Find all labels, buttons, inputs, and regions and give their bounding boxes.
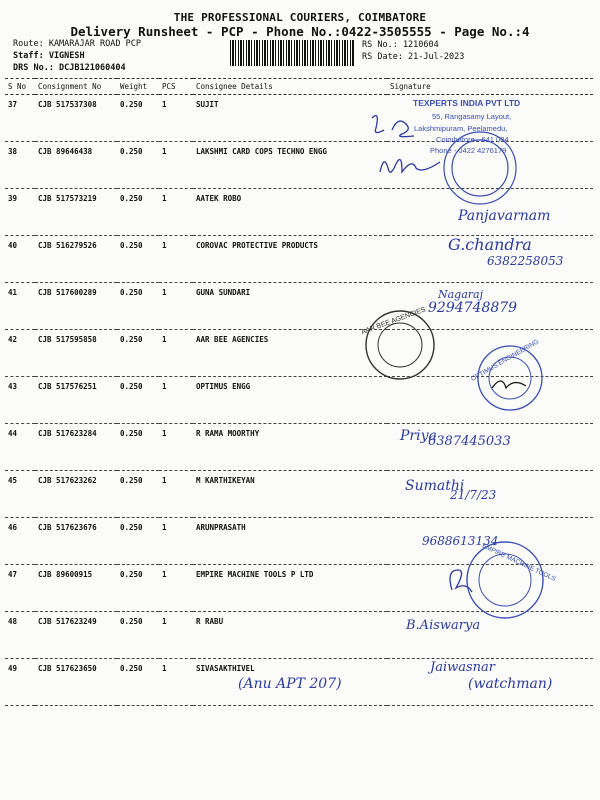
table-row (5, 518, 593, 565)
handwriting-nagaraj: Nagaraj (438, 288, 484, 301)
handwriting-chandra: G.chandra (448, 235, 532, 254)
col-consignment: Consignment No (35, 79, 117, 95)
row-signature (387, 142, 593, 189)
optimus-stamp-text: OPTIMUS ENGINEERING (470, 338, 541, 383)
table-row (5, 612, 593, 659)
row-weight: 0.250 (117, 142, 159, 189)
row-sno: 46 (5, 518, 35, 565)
col-pcs: PCS (159, 79, 193, 95)
row-pcs: 1 (159, 377, 193, 424)
row-sno: 43 (5, 377, 35, 424)
texperts-line-4: Coimbatore - 641 004 (436, 135, 509, 144)
texperts-line-1: TEXPERTS INDIA PVT LTD (413, 98, 521, 108)
row-consignment-no: CJB 517576251 (35, 377, 117, 424)
row-consignment-no: CJB 517595858 (35, 330, 117, 377)
consignment-table (5, 78, 593, 706)
row-sno: 44 (5, 424, 35, 471)
table-row (5, 471, 593, 518)
row-consignment-no: CJB 517623284 (35, 424, 117, 471)
handwriting-priya: Priya (400, 428, 437, 444)
row-consignee: SIVASAKTHIVEL (193, 659, 387, 706)
row-weight: 0.250 (117, 377, 159, 424)
row-consignment-no: CJB 517623262 (35, 471, 117, 518)
table-row (5, 330, 593, 377)
handwriting-phone-40: 6382258053 (487, 254, 564, 268)
handwriting-phone-46: 9688613134 (422, 534, 499, 548)
row-pcs: 1 (159, 471, 193, 518)
row-consignment-no: CJB 517573219 (35, 189, 117, 236)
handwriting-phone-41: 9294748879 (428, 300, 518, 316)
texperts-line-2: 55, Rangasamy Layout, (432, 112, 512, 121)
col-consignee: Consignee Details (193, 79, 387, 95)
handwriting-date: 21/7/23 (450, 488, 497, 502)
runsheet-subtitle: Delivery Runsheet - PCP - Phone No.:0422-3505555 - Page No.:4 (70, 24, 530, 39)
rs-number: RS No.: 1210604 (362, 40, 439, 50)
row-weight: 0.250 (117, 283, 159, 330)
texperts-line-5: Phone - 0422 4276179 (430, 146, 507, 155)
row-sno: 45 (5, 471, 35, 518)
row-consignee: AAR BEE AGENCIES (193, 330, 387, 377)
aarbee-stamp-text: AAR BEE AGENCIES (360, 306, 427, 337)
row-pcs: 1 (159, 236, 193, 283)
row-pcs: 1 (159, 424, 193, 471)
row-consignee: M KARTHIKEYAN (193, 471, 387, 518)
company-title: THE PROFESSIONAL COURIERS, COIMBATORE (173, 11, 427, 24)
row-signature (387, 377, 593, 424)
drs-number: DRS No.: DCJB121060404 (13, 63, 126, 73)
row-weight: 0.250 (117, 236, 159, 283)
row-signature (387, 95, 593, 142)
row-consignee: R RAMA MOORTHY (193, 424, 387, 471)
handwriting-sumathi: Sumathi (405, 478, 465, 494)
rs-date: RS Date: 21-Jul-2023 (362, 52, 465, 62)
staff-label: Staff: VIGNESH (13, 51, 85, 61)
table-header-row (5, 79, 593, 95)
table-row (5, 142, 593, 189)
barcode (230, 40, 354, 66)
row-pcs: 1 (159, 142, 193, 189)
row-weight: 0.250 (117, 518, 159, 565)
row-sno: 38 (5, 142, 35, 189)
row-weight: 0.250 (117, 424, 159, 471)
row-consignee: SUJIT (193, 95, 387, 142)
row-sno: 37 (5, 95, 35, 142)
handwriting-panjavarnam: Panjavarnam (458, 208, 551, 224)
row-pcs: 1 (159, 189, 193, 236)
row-consignment-no: CJB 89600915 (35, 565, 117, 612)
table-row (5, 377, 593, 424)
row-consignee: OPTIMUS ENGG (193, 377, 387, 424)
row-sno: 41 (5, 283, 35, 330)
row-weight: 0.250 (117, 612, 159, 659)
row-consignee: EMPIRE MACHINE TOOLS P LTD (193, 565, 387, 612)
row-weight: 0.250 (117, 659, 159, 706)
row-weight: 0.250 (117, 95, 159, 142)
row-sno: 48 (5, 612, 35, 659)
route-label: Route: KAMARAJAR ROAD PCP (13, 39, 141, 49)
handwriting-jaiwasnar: Jaiwasnar (430, 660, 496, 675)
empire-stamp-text: EMPIRE MACHINE TOOLS (480, 542, 557, 583)
row-pcs: 1 (159, 518, 193, 565)
row-pcs: 1 (159, 330, 193, 377)
row-sno: 40 (5, 236, 35, 283)
row-signature (387, 565, 593, 612)
row-consignee: GUNA SUNDARI (193, 283, 387, 330)
row-weight: 0.250 (117, 189, 159, 236)
col-sno: S No (5, 79, 35, 95)
row-pcs: 1 (159, 612, 193, 659)
table-row (5, 565, 593, 612)
row-consignment-no: CJB 517623249 (35, 612, 117, 659)
row-weight: 0.250 (117, 471, 159, 518)
handwriting-anu-apt: (Anu APT 207) (238, 676, 342, 692)
row-weight: 0.250 (117, 565, 159, 612)
row-sno: 47 (5, 565, 35, 612)
row-pcs: 1 (159, 283, 193, 330)
row-consignment-no: CJB 517600289 (35, 283, 117, 330)
handwriting-phone-44: 6387445033 (428, 434, 511, 449)
col-weight: Weight (117, 79, 159, 95)
row-signature (387, 330, 593, 377)
col-signature: Signature (387, 79, 593, 95)
row-pcs: 1 (159, 659, 193, 706)
row-sno: 39 (5, 189, 35, 236)
row-consignee: ARUNPRASATH (193, 518, 387, 565)
row-sno: 49 (5, 659, 35, 706)
table-row (5, 95, 593, 142)
row-consignee: AATEK ROBO (193, 189, 387, 236)
row-consignee: LAKSHMI CARD COPS TECHNO ENGG (193, 142, 387, 189)
row-consignment-no: CJB 516279526 (35, 236, 117, 283)
row-pcs: 1 (159, 565, 193, 612)
row-sno: 42 (5, 330, 35, 377)
row-consignment-no: CJB 517537308 (35, 95, 117, 142)
row-pcs: 1 (159, 95, 193, 142)
texperts-line-3: Lakshmipuram, Peelamedu, (414, 124, 508, 133)
row-consignee: COROVAC PROTECTIVE PRODUCTS (193, 236, 387, 283)
row-weight: 0.250 (117, 330, 159, 377)
row-consignment-no: CJB 517623676 (35, 518, 117, 565)
row-consignment-no: CJB 517623650 (35, 659, 117, 706)
row-consignee: R RABU (193, 612, 387, 659)
handwriting-watchman: (watchman) (468, 676, 553, 692)
handwriting-aiswarya: B.Aiswarya (406, 618, 481, 633)
row-consignment-no: CJB 89646438 (35, 142, 117, 189)
